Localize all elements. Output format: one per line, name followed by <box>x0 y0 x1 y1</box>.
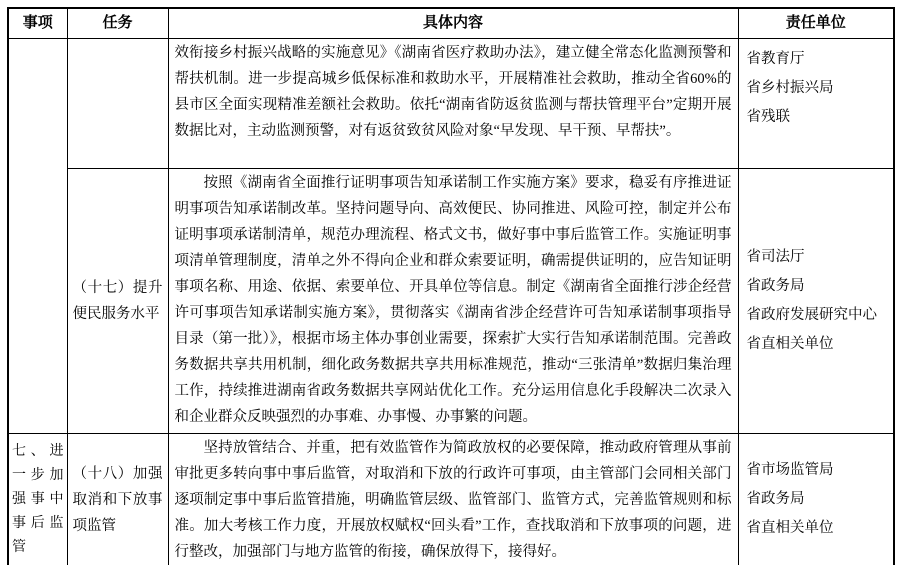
table-row <box>8 168 894 433</box>
unit-item: 省直相关单位 <box>746 520 834 536</box>
table-row <box>8 38 894 168</box>
cell-content-row2: 按照《湖南省全面推行证明事项告知承诺制工作实施方案》要求，稳妥有序推进证明事项告知承诺制改革。坚持问题导向、高效便民、协同推进、风险可控，制定并公布证明事项承诺制清单，规范办理流程、格式文书，做好事中事后监管工作。实施证明事项清单管理制度，清单之外不得向企业和群众索要证明，确需提供证明的，应告知证明事项名称、用途、依据、索要单位、开具单位等信息。制定《湖南省全面推行涉企经营许可事项告知承诺制实施方案》，贯彻落实《湖南省涉企经营许可告知承诺制事项指导目录（第一批）》，根据市场主体办事创业需要，探索扩大实行告知承诺制范围。完善政务数据共享共用机制，细化政务数据共享共用标准规范，推动“三张清单”数据归集治理工作，持续推进湖南省政务数据共享网站优化工作。充分运用信息化手段解决二次录入和企业群众反映强烈的办事难、办事慢、办事繁的问题。 <box>168 168 738 433</box>
cell-content-row1: 效衔接乡村振兴战略的实施意见》《湖南省医疗救助办法》，建立健全常态化监测预警和帮扶机制。进一步提高城乡低保标准和救助水平，开展精准社会救助，推动全省60%的县市区全面实现精准差额社会救助。依托“湖南省防返贫监测与帮扶管理平台”定期开展数据比对，主动监测预警，对有返贫致贫风险对象“早发现、早干预、早帮扶”。 <box>168 38 738 168</box>
cell-item-empty <box>8 38 67 433</box>
cell-task-row2: （十七）提升便民服务水平 <box>67 168 168 433</box>
header-task: 任务 <box>67 8 168 38</box>
unit-item: 省市场监管局 <box>746 462 834 478</box>
unit-item: 省乡村振兴局 <box>746 79 834 96</box>
cell-units-row2 <box>738 168 894 433</box>
cell-task-row3: （十八）加强取消和下放事项监管 <box>67 433 168 565</box>
unit-item: 省政务局 <box>746 491 805 507</box>
cell-content-row3: 坚持放管结合、并重，把有效监管作为简政放权的必要保障，推动政府管理从事前审批更多转向事中事后监管，对取消和下放的行政许可事项，由主管部门会同相关部门逐项制定事中事后监管措施，明确监管层级、监管部门、监管方式，完善监管规则和标准。加大考核工作力度，开展放权赋权“回头看”工作，查找取消和下放事项的问题，进行整改，加强部门与地方监管的衔接，确保放得下，接得好。 <box>168 433 738 565</box>
cell-units-row3 <box>738 433 894 565</box>
header-item: 事项 <box>8 8 67 38</box>
tasks-table <box>7 7 895 565</box>
header-unit: 责任单位 <box>738 8 894 38</box>
unit-item: 省残联 <box>746 108 790 125</box>
table-row <box>8 433 894 565</box>
unit-item: 省教育厅 <box>746 50 805 67</box>
unit-item: 省直相关单位 <box>746 335 834 352</box>
cell-task-empty <box>67 38 168 168</box>
unit-item: 省政务局 <box>746 277 805 294</box>
cell-units-row1 <box>738 38 894 168</box>
header-content: 具体内容 <box>168 8 738 38</box>
unit-item: 省司法厅 <box>746 248 805 265</box>
unit-item: 省政府发展研究中心 <box>746 306 877 323</box>
cell-item-row3: 七、进一步加强事中事后监管 <box>8 433 67 565</box>
header-row <box>8 8 894 38</box>
